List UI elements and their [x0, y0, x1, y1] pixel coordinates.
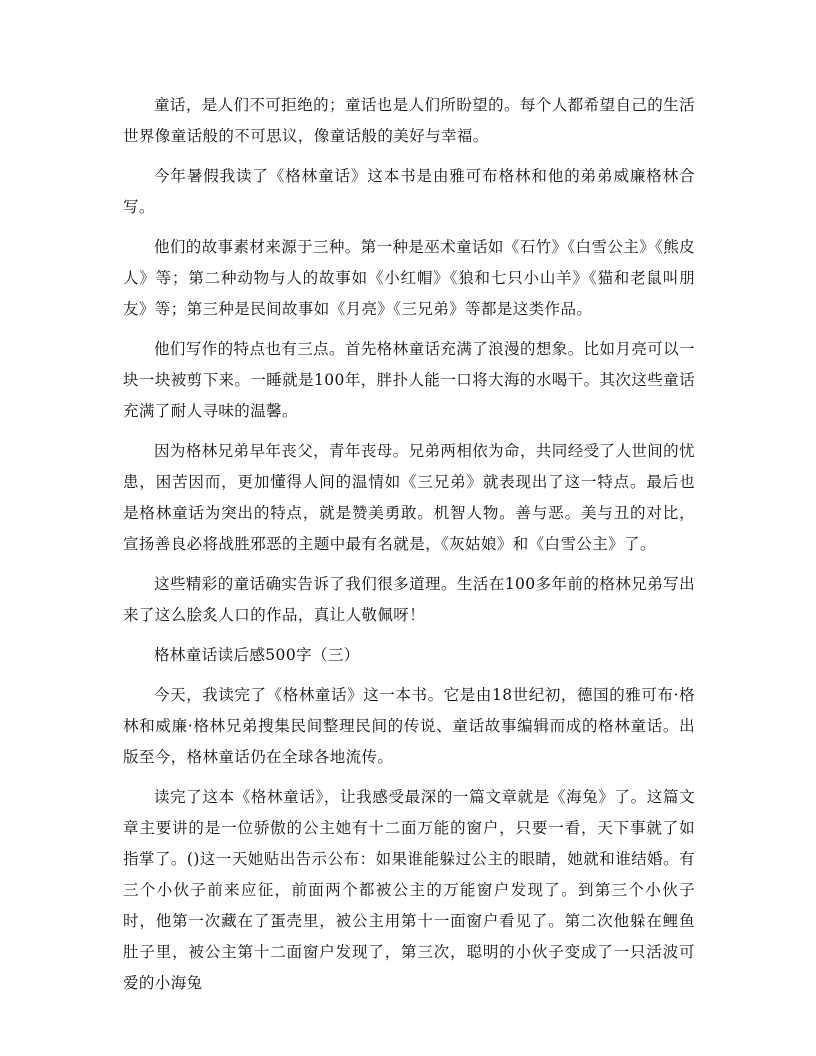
paragraph-conclusion: 这些精彩的童话确实告诉了我们很多道理。生活在100多年前的格林兄弟写出来了这么脍炙人口的作品，真让人敬佩呀！ — [123, 575, 695, 624]
paragraph-brothers-background: 因为格林兄弟早年丧父，青年丧母。兄弟两相依为命，共同经受了人世间的忧患，困苦因而，更加懂得人间的温情如《三兄弟》就表现出了这一特点。最后也是格林童话为突出的特点，就是赞美勇敢。机智人物。善与恶。美与丑的对比，宣扬善良必将战胜邪恶的主题中最有名就是，《灰姑娘》和《白雪公主》了。 — [123, 442, 695, 553]
section-heading: 格林童话读后感500字（三） — [154, 646, 360, 664]
paragraph-writing-features: 他们写作的特点也有三点。首先格林童话充满了浪漫的想象。比如月亮可以一块一块被剪下来。一睡就是100年，胖扑人能一口将大海的水喝干。其次这些童话充满了耐人寻味的温馨。 — [123, 340, 695, 420]
paragraph-sea-hare-story: 读完了这本《格林童话》，让我感受最深的一篇文章就是《海兔》了。这篇文章主要讲的是一位骄傲的公主她有十二面万能的窗户，只要一看，天下事就了如指掌了。()这一天她贴出告示公布：如果谁能躲过公主的眼睛，她就和谁结婚。有三个小伙子前来应征，前面两个都被公主的万能窗户发现了。到第三个小伙子时，他第一次藏在了蛋壳里，被公主用第十一面窗户看见了。第二次他躲在鲤鱼肚子里，被公主第十二面窗户发现了，第三次，聪明的小伙子变成了一只活波可爱的小海兔 — [123, 788, 695, 992]
document-body — [123, 90, 695, 1008]
paragraph-story-sources: 他们的故事素材来源于三种。第一种是巫术童话如《石竹》《白雪公主》《熊皮人》等；第二种动物与人的故事如《小红帽》《狼和七只小山羊》《猫和老鼠叫朋友》等；第三种是民间故事如《月亮》《三兄弟》等都是这类作品。 — [123, 238, 696, 318]
paragraph-book-authors: 今年暑假我读了《格林童话》这本书是由雅可布格林和他的弟弟威廉格林合写。 — [123, 167, 695, 216]
paragraph-essay-three-intro: 今天，我读完了《格林童话》这一本书。它是由18世纪初，德国的雅可布·格林和威廉·格林兄弟搜集民间整理民间的传说、童话故事编辑而成的格林童话。出版至今，格林童话仍在全球各地流传。 — [123, 686, 695, 766]
paragraph-intro: 童话，是人们不可拒绝的；童话也是人们所盼望的。每个人都希望自己的生活世界像童话般的不可思议，像童话般的美好与幸福。 — [123, 96, 695, 145]
